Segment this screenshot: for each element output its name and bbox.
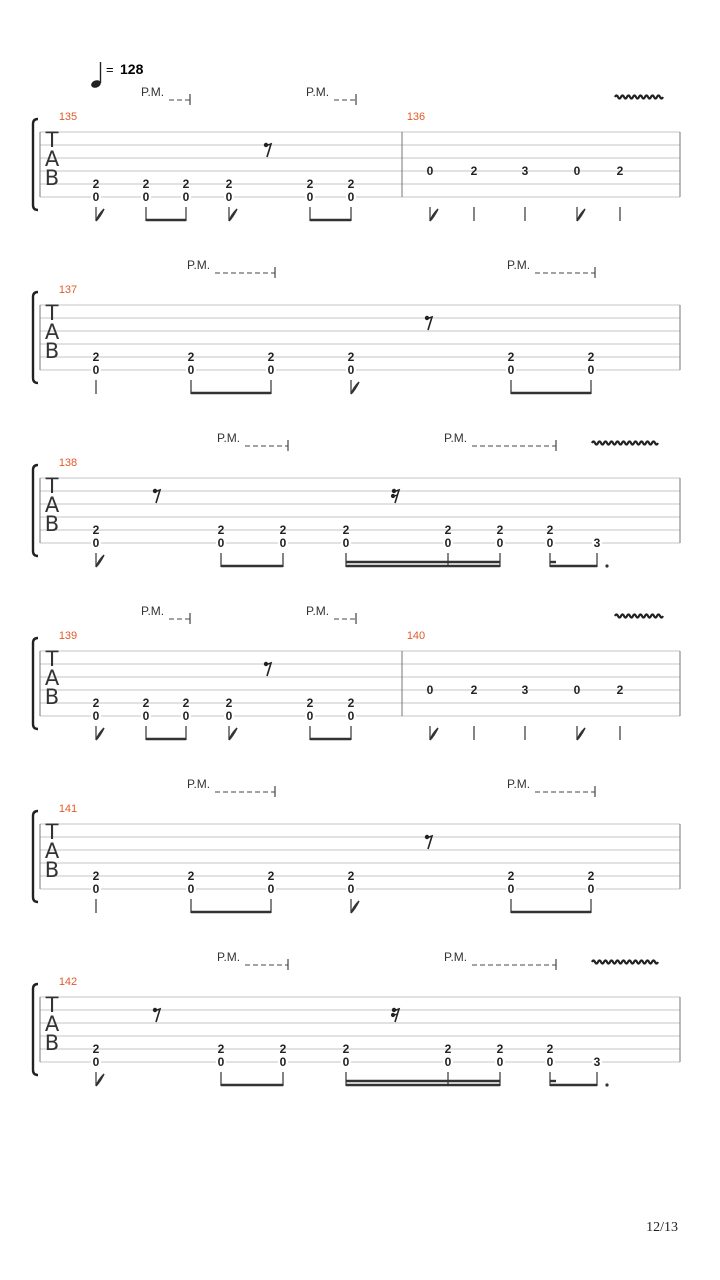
fret-number: 0 <box>279 536 287 550</box>
tab-clef-letter: B <box>44 1031 60 1055</box>
tab-clef-letter: T <box>45 301 59 325</box>
dotted-note <box>605 1083 608 1086</box>
fret-number: 0 <box>92 1055 100 1069</box>
fret-number: 0 <box>92 709 100 723</box>
fret-number: 2 <box>267 869 275 883</box>
tab-clef-letter: A <box>44 147 60 171</box>
fret-number: 0 <box>426 683 434 697</box>
fret-number: 2 <box>225 177 233 191</box>
palm-mute-label: P.M. <box>187 258 211 272</box>
fret-number: 0 <box>182 190 190 204</box>
fret-number: 2 <box>507 869 515 883</box>
fret-number: 0 <box>225 709 233 723</box>
fret-number: 2 <box>217 1042 225 1056</box>
eighth-rest-icon <box>425 316 432 330</box>
fret-number: 2 <box>182 177 190 191</box>
fret-number: 0 <box>92 363 100 377</box>
fret-number: 2 <box>342 523 350 537</box>
palm-mute <box>306 604 356 624</box>
fret-number: 2 <box>182 696 190 710</box>
tab-clef-letter: A <box>44 493 60 517</box>
fret-number: 0 <box>187 882 195 896</box>
eighth-rest-icon <box>425 835 432 849</box>
tab-clef-letter: A <box>44 666 60 690</box>
tab-clef-letter: B <box>44 858 60 882</box>
fret-number: 2 <box>92 1042 100 1056</box>
fret-number: 0 <box>347 709 355 723</box>
palm-mute-label: P.M. <box>507 777 531 791</box>
fret-number: 2 <box>142 696 150 710</box>
tab-system <box>33 431 680 568</box>
vibrato-icon <box>615 615 663 618</box>
eighth-rest-icon <box>153 1008 160 1022</box>
fret-number: 0 <box>546 1055 554 1069</box>
fret-number: 2 <box>587 350 595 364</box>
fret-number: 0 <box>444 536 452 550</box>
fret-number: 2 <box>496 1042 504 1056</box>
eighth-rest-icon <box>264 143 271 157</box>
fret-number: 2 <box>342 1042 350 1056</box>
fret-number: 0 <box>342 1055 350 1069</box>
tab-clef-letter: T <box>45 474 59 498</box>
fret-number: 2 <box>92 869 100 883</box>
note-flag <box>229 209 237 221</box>
fret-number: 0 <box>496 536 504 550</box>
fret-number: 2 <box>496 523 504 537</box>
tab-clef-letter: T <box>45 993 59 1017</box>
fret-number: 2 <box>587 869 595 883</box>
fret-number: 2 <box>546 1042 554 1056</box>
fret-number: 0 <box>267 363 275 377</box>
sixteenth-rest-icon <box>391 1008 399 1022</box>
note-flag <box>229 728 237 740</box>
fret-number: 0 <box>496 1055 504 1069</box>
tab-system <box>33 85 680 221</box>
vibrato-icon <box>592 442 658 445</box>
palm-mute <box>306 85 356 105</box>
tab-clef-letter: B <box>44 339 60 363</box>
fret-number: 2 <box>267 350 275 364</box>
fret-number: 2 <box>616 683 624 697</box>
fret-number: 0 <box>217 1055 225 1069</box>
measure-number: 138 <box>58 457 78 469</box>
measure-number: 142 <box>58 976 78 988</box>
system-bracket <box>33 119 38 210</box>
fret-number: 0 <box>587 363 595 377</box>
fret-number: 0 <box>217 536 225 550</box>
fret-number: 0 <box>187 363 195 377</box>
system-bracket <box>33 465 38 556</box>
tab-system <box>33 777 680 913</box>
fret-number: 2 <box>217 523 225 537</box>
tab-note <box>592 1055 602 1086</box>
tab-system <box>33 258 680 394</box>
fret-number: 0 <box>342 536 350 550</box>
fret-number: 2 <box>92 350 100 364</box>
tab-note <box>427 683 438 740</box>
page-number: 12/13 <box>646 1220 678 1235</box>
measure-number: 141 <box>58 803 78 815</box>
tab-clef-letter: T <box>45 820 59 844</box>
note-flag <box>96 555 104 567</box>
measure-number: 135 <box>58 111 78 123</box>
fret-number: 0 <box>182 709 190 723</box>
fret-number: 3 <box>593 536 601 550</box>
fret-number: 2 <box>444 523 452 537</box>
eighth-rest-icon <box>264 662 271 676</box>
fret-number: 0 <box>142 709 150 723</box>
palm-mute-label: P.M. <box>187 777 211 791</box>
fret-number: 0 <box>546 536 554 550</box>
tab-clef-letter: T <box>45 128 59 152</box>
fret-number: 0 <box>507 882 515 896</box>
palm-mute-label: P.M. <box>306 85 330 99</box>
tab-clef-letter: T <box>45 647 59 671</box>
tab-note <box>471 164 478 221</box>
fret-number: 3 <box>521 164 529 178</box>
fret-number: 0 <box>92 536 100 550</box>
palm-mute-label: P.M. <box>141 604 165 618</box>
fret-number: 0 <box>306 190 314 204</box>
fret-number: 2 <box>187 350 195 364</box>
palm-mute-label: P.M. <box>507 258 531 272</box>
fret-number: 0 <box>306 709 314 723</box>
fret-number: 0 <box>279 1055 287 1069</box>
palm-mute-label: P.M. <box>444 431 468 445</box>
measure-number: 139 <box>58 630 78 642</box>
fret-number: 2 <box>142 177 150 191</box>
fret-number: 0 <box>92 882 100 896</box>
fret-number: 2 <box>347 869 355 883</box>
tab-clef-letter: A <box>44 1012 60 1036</box>
fret-number: 2 <box>616 164 624 178</box>
palm-mute <box>187 258 275 278</box>
tab-note <box>574 683 585 740</box>
eighth-rest-icon <box>153 489 160 503</box>
fret-number: 0 <box>587 882 595 896</box>
fret-number: 0 <box>225 190 233 204</box>
palm-mute <box>141 604 190 624</box>
fret-number: 0 <box>92 190 100 204</box>
note-flag <box>577 728 585 740</box>
fret-number: 0 <box>507 363 515 377</box>
fret-number: 3 <box>521 683 529 697</box>
tab-clef-letter: A <box>44 839 60 863</box>
measure-number: 140 <box>406 630 426 642</box>
tab-system <box>33 950 680 1087</box>
system-bracket <box>33 984 38 1075</box>
fret-number: 0 <box>426 164 434 178</box>
tab-note <box>522 683 529 740</box>
fret-number: 0 <box>347 882 355 896</box>
note-flag <box>96 1074 104 1086</box>
note-flag <box>96 209 104 221</box>
palm-mute-label: P.M. <box>306 604 330 618</box>
palm-mute <box>507 777 595 797</box>
fret-number: 2 <box>187 869 195 883</box>
fret-number: 3 <box>593 1055 601 1069</box>
fret-number: 0 <box>347 190 355 204</box>
sixteenth-rest-icon <box>391 489 399 503</box>
fret-number: 0 <box>267 882 275 896</box>
tab-note <box>427 164 438 221</box>
tempo-equals: = <box>106 62 114 77</box>
fret-number: 2 <box>444 1042 452 1056</box>
note-flag <box>96 728 104 740</box>
note-flag <box>430 209 438 221</box>
note-flag <box>351 382 359 394</box>
system-bracket <box>33 638 38 729</box>
fret-number: 2 <box>92 696 100 710</box>
tab-clef-letter: B <box>44 166 60 190</box>
fret-number: 2 <box>347 177 355 191</box>
palm-mute <box>507 258 595 278</box>
tempo-bpm: 128 <box>120 61 144 77</box>
palm-mute <box>444 431 556 451</box>
fret-number: 0 <box>573 164 581 178</box>
fret-number: 2 <box>347 350 355 364</box>
tab-clef-letter: A <box>44 320 60 344</box>
tab-note <box>574 164 585 221</box>
tab-note <box>522 164 529 221</box>
palm-mute-label: P.M. <box>217 431 241 445</box>
palm-mute <box>217 950 288 970</box>
tab-system <box>33 604 680 740</box>
tab-note <box>617 164 624 221</box>
fret-number: 0 <box>444 1055 452 1069</box>
tab-note <box>592 536 602 567</box>
note-flag <box>577 209 585 221</box>
palm-mute <box>187 777 275 797</box>
note-flag <box>430 728 438 740</box>
fret-number: 2 <box>306 177 314 191</box>
tab-note <box>471 683 478 740</box>
palm-mute <box>141 85 190 105</box>
fret-number: 2 <box>225 696 233 710</box>
fret-number: 2 <box>306 696 314 710</box>
palm-mute-label: P.M. <box>141 85 165 99</box>
palm-mute <box>444 950 556 970</box>
fret-number: 2 <box>92 177 100 191</box>
vibrato-icon <box>592 961 658 964</box>
tempo-marking <box>90 61 144 89</box>
fret-number: 2 <box>92 523 100 537</box>
system-bracket <box>33 292 38 383</box>
fret-number: 2 <box>347 696 355 710</box>
fret-number: 0 <box>347 363 355 377</box>
fret-number: 2 <box>546 523 554 537</box>
note-flag <box>351 901 359 913</box>
tab-note <box>617 683 624 740</box>
system-bracket <box>33 811 38 902</box>
tab-clef-letter: B <box>44 685 60 709</box>
quarter-note-icon <box>90 62 102 89</box>
fret-number: 0 <box>573 683 581 697</box>
fret-number: 2 <box>279 1042 287 1056</box>
fret-number: 2 <box>470 164 478 178</box>
fret-number: 2 <box>279 523 287 537</box>
fret-number: 2 <box>507 350 515 364</box>
palm-mute <box>217 431 288 451</box>
measure-number: 136 <box>406 111 426 123</box>
fret-number: 0 <box>142 190 150 204</box>
tab-clef-letter: B <box>44 512 60 536</box>
palm-mute-label: P.M. <box>217 950 241 964</box>
palm-mute-label: P.M. <box>444 950 468 964</box>
fret-number: 2 <box>470 683 478 697</box>
dotted-note <box>605 564 608 567</box>
measure-number: 137 <box>58 284 78 296</box>
vibrato-icon <box>615 96 663 99</box>
